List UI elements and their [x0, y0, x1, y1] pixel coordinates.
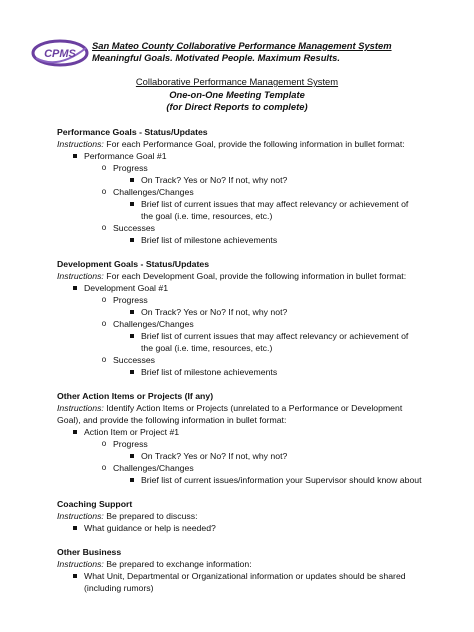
list-item — [57, 330, 427, 342]
circle-bullet-icon: o — [101, 187, 107, 196]
square-bullet-icon — [127, 474, 137, 486]
square-bullet-icon — [70, 426, 80, 438]
list-item-text: the goal (i.e. time, resources, etc.) — [141, 343, 273, 353]
instructions-label: Instructions: — [57, 559, 104, 569]
square-bullet-icon — [127, 306, 137, 318]
circle-bullet-icon: o — [101, 319, 107, 328]
list-item — [57, 294, 427, 306]
content — [57, 126, 427, 606]
list-item — [57, 366, 427, 378]
instructions — [57, 558, 427, 570]
list-item — [57, 174, 427, 186]
list-item-text: Progress — [113, 295, 148, 305]
list-item — [57, 198, 427, 210]
square-bullet-icon — [127, 330, 137, 342]
list-item — [57, 234, 427, 246]
section-coaching-support — [57, 498, 427, 534]
list-item — [57, 186, 427, 198]
square-bullet-icon — [70, 150, 80, 162]
list-item-text: Progress — [113, 439, 148, 449]
square-bullet-icon — [127, 234, 137, 246]
circle-bullet-icon: o — [101, 163, 107, 172]
circle-bullet-icon: o — [101, 295, 107, 304]
square-bullet-icon — [70, 570, 80, 582]
instructions-text: For each Performance Goal, provide the following information in bullet format: — [103, 139, 405, 149]
square-bullet-icon — [127, 198, 137, 210]
title-block — [0, 76, 474, 114]
section-development-goals — [57, 258, 427, 378]
instructions-label: Instructions: — [57, 139, 104, 149]
circle-bullet-icon: o — [101, 355, 107, 364]
list-item-text: What guidance or help is needed? — [84, 523, 216, 533]
instructions-text: For each Development Goal, provide the following information in bullet format: — [103, 271, 407, 281]
list-item — [57, 150, 427, 162]
section-other-business — [57, 546, 427, 594]
list-item — [57, 462, 427, 474]
list-item — [57, 222, 427, 234]
instructions — [57, 138, 427, 150]
list-item-text: Challenges/Changes — [113, 187, 194, 197]
circle-bullet-icon: o — [101, 463, 107, 472]
section-other-action-items — [57, 390, 427, 486]
instructions-text: Be prepared to exchange information: — [103, 559, 252, 569]
instructions — [57, 510, 427, 522]
section-heading: Coaching Support — [57, 499, 133, 509]
instructions — [57, 270, 427, 282]
list-item-text: Action Item or Project #1 — [84, 427, 180, 437]
list-item — [57, 306, 427, 318]
list-item-text: (including rumors) — [84, 583, 154, 593]
list-item-text: Brief list of current issues that may affect relevancy or achievement of — [141, 199, 409, 209]
section-heading: Development Goals - Status/Updates — [57, 259, 210, 269]
section-heading: Performance Goals - Status/Updates — [57, 127, 208, 137]
circle-bullet-icon: o — [101, 439, 107, 448]
list-item-text: the goal (i.e. time, resources, etc.) — [141, 211, 273, 221]
instructions — [57, 402, 427, 414]
doc-audience: (for Direct Reports to complete) — [166, 101, 308, 112]
list-item-continuation — [57, 582, 427, 594]
instructions-text: Be prepared to discuss: — [103, 511, 198, 521]
doc-subtitle: One-on-One Meeting Template — [169, 88, 305, 100]
square-bullet-icon — [127, 174, 137, 186]
list-item — [57, 522, 427, 534]
instructions-label: Instructions: — [57, 403, 104, 413]
list-item-text: What Unit, Departmental or Organizational information or updates should be shared — [84, 571, 406, 581]
list-item-text: Brief list of milestone achievements — [141, 367, 278, 377]
list-item-text: On Track? Yes or No? If not, why not? — [141, 175, 288, 185]
doc-title: Collaborative Performance Management System — [135, 76, 339, 87]
list-item-continuation — [57, 210, 427, 222]
section-heading: Other Action Items or Projects (If any) — [57, 391, 214, 401]
list-item-text: Performance Goal #1 — [84, 151, 167, 161]
header — [92, 40, 392, 64]
list-item-text: Progress — [113, 163, 148, 173]
list-item — [57, 474, 427, 486]
square-bullet-icon — [127, 450, 137, 462]
instructions-text: Identify Action Items or Projects (unrelated to a Performance or Development — [103, 403, 403, 413]
list-item — [57, 438, 427, 450]
instructions-label: Instructions: — [57, 511, 104, 521]
section-performance-goals — [57, 126, 427, 246]
list-item-text: On Track? Yes or No? If not, why not? — [141, 307, 288, 317]
logo-text: CPMS — [44, 48, 76, 60]
circle-bullet-icon: o — [101, 223, 107, 232]
list-item — [57, 282, 427, 294]
instructions-label: Instructions: — [57, 271, 104, 281]
list-item-text: On Track? Yes or No? If not, why not? — [141, 451, 288, 461]
list-item — [57, 318, 427, 330]
list-item-continuation — [57, 342, 427, 354]
list-item-text: Brief list of current issues that may affect relevancy or achievement of — [141, 331, 409, 341]
list-item-text: Brief list of milestone achievements — [141, 235, 278, 245]
header-org: San Mateo County Collaborative Performance Management System — [92, 40, 392, 51]
list-item-text: Development Goal #1 — [84, 283, 169, 293]
square-bullet-icon — [70, 522, 80, 534]
list-item — [57, 570, 427, 582]
cpms-logo — [30, 36, 90, 70]
list-item-text: Challenges/Changes — [113, 463, 194, 473]
list-item — [57, 426, 427, 438]
list-item-text: Successes — [113, 355, 156, 365]
section-heading: Other Business — [57, 547, 122, 557]
list-item-text: Successes — [113, 223, 156, 233]
square-bullet-icon — [70, 282, 80, 294]
list-item — [57, 354, 427, 366]
square-bullet-icon — [127, 366, 137, 378]
header-tagline: Meaningful Goals. Motivated People. Maximum Results. — [92, 52, 340, 63]
list-item — [57, 162, 427, 174]
list-item-text: Brief list of current issues/information your Supervisor should know about — [141, 475, 422, 485]
list-item-text: Challenges/Changes — [113, 319, 194, 329]
instructions-continuation: Goal), and provide the following information in bullet format: — [57, 415, 287, 425]
list-item — [57, 450, 427, 462]
